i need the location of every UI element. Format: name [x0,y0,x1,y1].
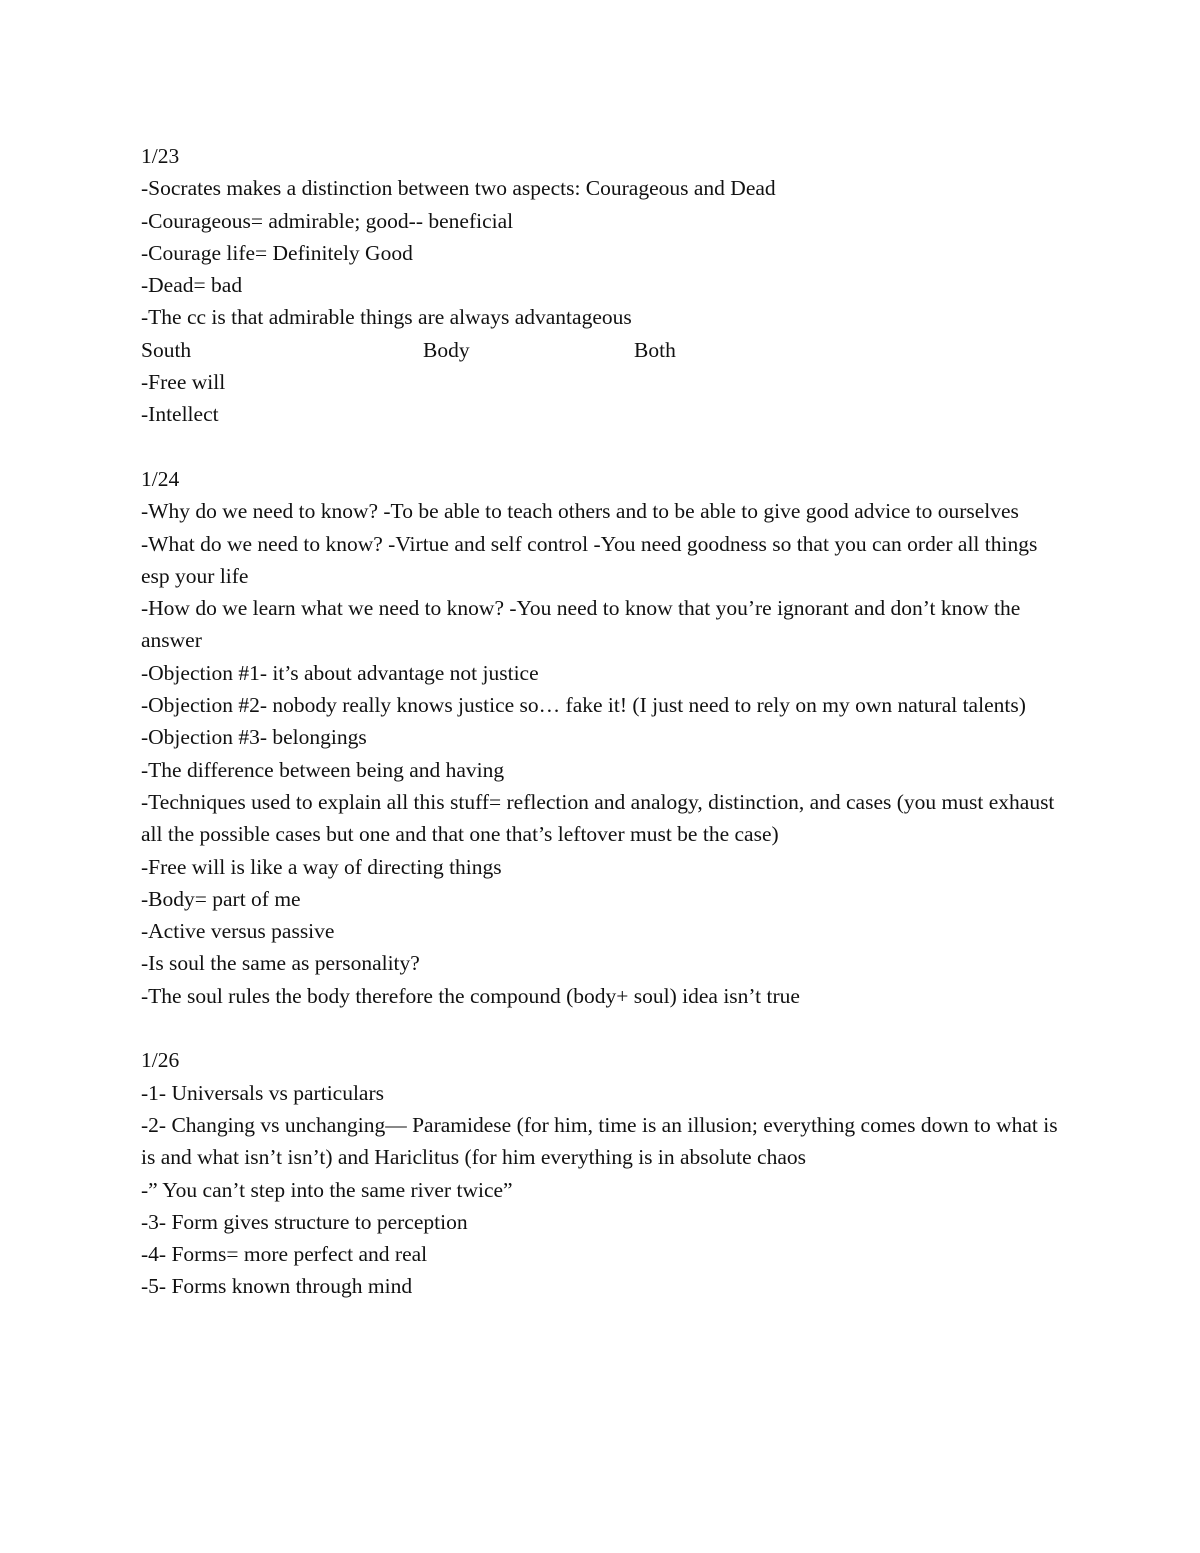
notes-section-1-26 [141,1044,1061,1302]
column-header-south: South [141,337,192,362]
note-line: -Socrates makes a distinction between two aspects: Courageous and Dead [141,176,776,201]
note-line: -4- Forms= more perfect and real [141,1242,428,1267]
note-line: -” You can’t step into the same river twice” [141,1177,513,1202]
notes-section-1-24 [141,463,1061,1012]
note-line: -Why do we need to know? -To be able to teach others and to be able to give good advice to ourselves [141,499,1019,524]
note-line: -The cc is that admirable things are always advantageous [141,305,632,330]
note-line: -5- Forms known through mind [141,1274,413,1299]
note-line: -Free will is like a way of directing things [141,854,502,879]
note-line: -Active versus passive [141,919,335,944]
note-line: -Free will [141,370,226,395]
note-line: -Body= part of me [141,886,301,911]
section-date: 1/23 [141,144,180,168]
note-line: -Intellect [141,402,219,427]
notes-section-1-23 [141,140,1061,431]
note-line: -Dead= bad [141,273,243,298]
note-line: -1- Universals vs particulars [141,1080,384,1105]
note-line: -The soul rules the body therefore the compound (body+ soul) idea isn’t true [141,983,800,1008]
section-date: 1/26 [141,1048,180,1073]
note-line: -What do we need to know? -Virtue and self control -You need goodness so that you can order all things esp your life [141,531,1043,588]
note-line: -Objection #1- it’s about advantage not justice [141,660,539,685]
note-line: -How do we learn what we need to know? -You need to know that you’re ignorant and don’t know the answer [141,596,1026,653]
note-line: -Techniques used to explain all this stuff= reflection and analogy, distinction, and cases (you must exhaust all the possible cases but one and that one that’s leftover must be the case) [141,789,1060,847]
note-line: -3- Form gives structure to perception [141,1209,468,1234]
note-line: -Objection #3- belongings [141,725,367,750]
column-headers [141,334,1061,366]
note-line: -Courage life= Definitely Good [141,240,413,265]
note-line: -Courageous= admirable; good-- beneficial [141,208,514,233]
note-line: -2- Changing vs unchanging— Paramidese (for him, time is an illusion; everything comes down to what is is and what isn’t isn’t) and Hariclitus (for him everything is in absolute chaos [141,1112,1063,1170]
section-date: 1/24 [141,466,180,491]
note-line: -Objection #2- nobody really knows justice so… fake it! (I just need to rely on my own natural talents) [141,693,1026,718]
column-header-body: Body [423,337,470,362]
note-line: -The difference between being and having [141,757,505,782]
column-header-both: Both [634,337,676,362]
note-line: -Is soul the same as personality? [141,951,420,976]
notes-body [141,140,1061,1335]
